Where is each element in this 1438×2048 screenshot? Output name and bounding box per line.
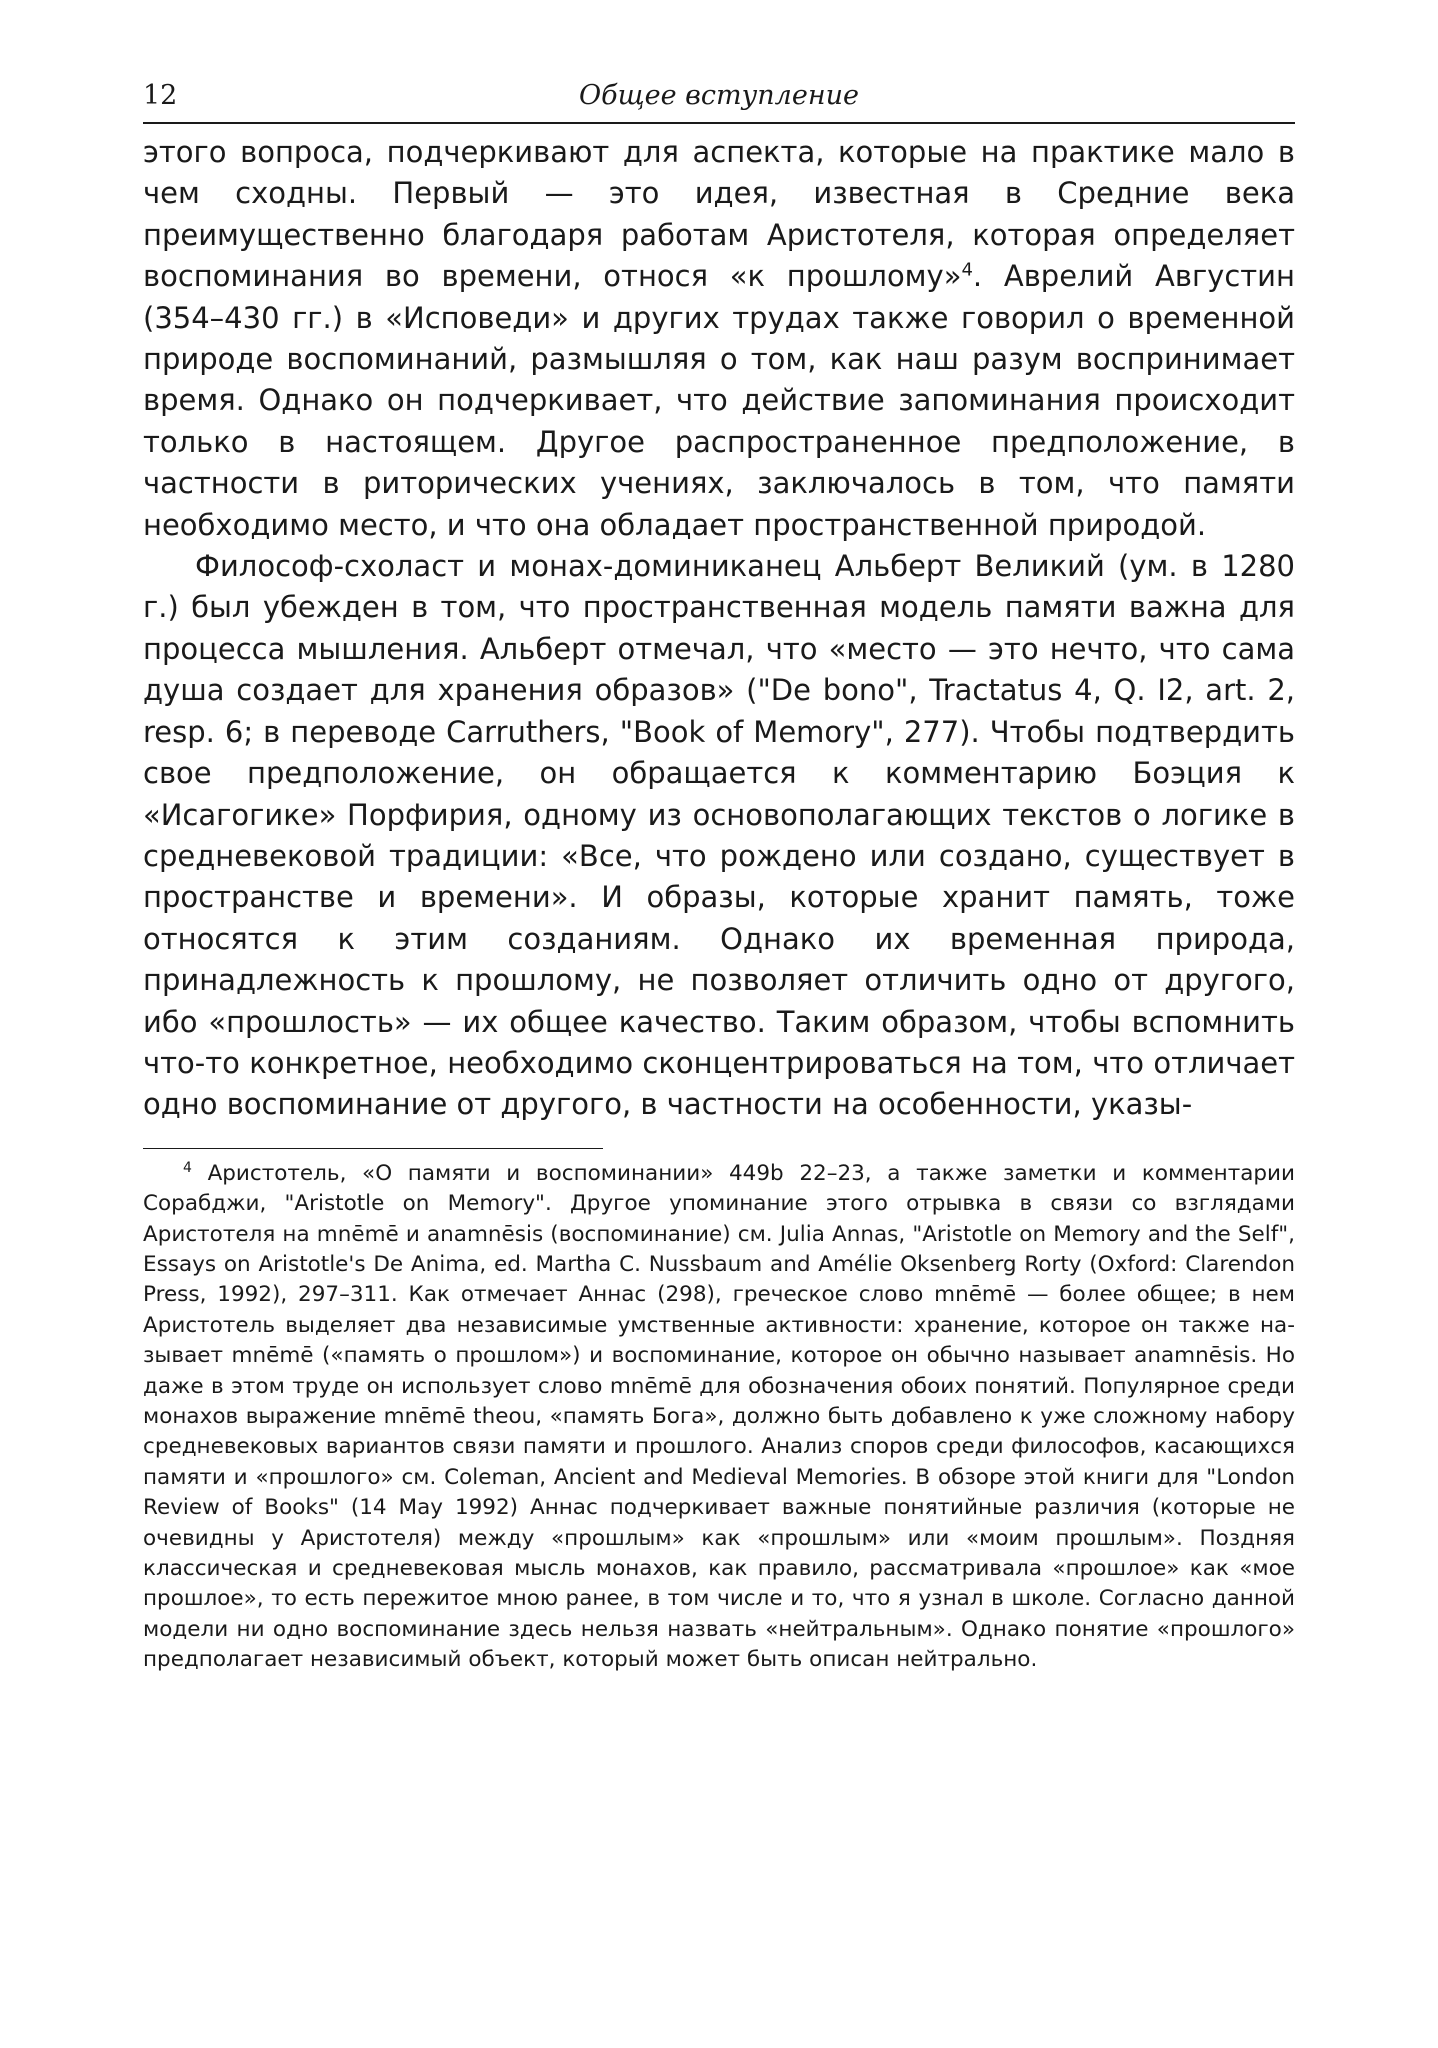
paragraph-1-part-b: . Аврелий Августин (354–430 гг.) в «Исповеди» и других трудах также говорил о временной природе воспоминаний, размышляя о том, как наш разум воспринимает время. Однако он подчеркивает, что действие запоминания происходит только в настоящем. Другое распространенное предположение, в частности в риторических учениях, заключалось в том, что памяти необходимо место, и что она обладает пространственной природой. <box>143 259 1295 542</box>
footnote-text: Аристотель, «О памяти и воспоминании» 449b 22–23, а также заметки и комментарии Сорабджи, "Aristotle on Memory". Другое упоминание этого отрывка в связи со взглядами Аристотеля на mnēmē и anamnēsis (воспоминание) см. Julia Annas, "Aristotle on Memory and the Self", Essays on Aristotle's De Anima, ed. Martha C. Nussbaum and Amélie Oksenberg Rorty (Oxford: Clarendon Press, 1992), 297–311. Как отмечает Аннас (298), греческое слово mnēmē — более общее; в нем Аристотель выделяет два независимые умственные активности: хранение, которое он также называет mnēmē («память о прошлом») и воспоминание, которое он обычно называет anamnēsis. Но даже в этом труде он использует слово mnēmē для обозначения обоих понятий. Популярное среди монахов выражение mnēmē theou, «память Бога», должно быть добавлено к уже сложному набору средневековых вариантов связи памяти и прошлого. Анализ споров среди философов, касающихся памяти и «прошлого» см. Coleman, Ancient and Medieval Memories. В обзоре этой книги для "London Review of Books" (14 May 1992) Аннас подчеркивает важные понятийные различия (которые не очевидны у Аристотеля) между «прошлым» как «прошлым» или «моим прошлым». Поздняя классическая и средневековая мысль монахов, как правило, рассматривала «прошлое» как «мое прошлое», то есть пережитое мною ранее, в том числе и то, что я узнал в школе. Согласно данной модели ни одно воспоминание здесь нельзя назвать «нейтральным». Однако понятие «прошлого» предполагает независимый объект, который может быть описан нейтрально. <box>143 1160 1295 1673</box>
book-page <box>143 78 1295 1676</box>
running-title: Общее вступление <box>579 80 859 111</box>
paragraph-2: Философ-схоласт и монах-доминиканец Альберт Великий (ум. в 1280 г.) был убежден в том, что пространственная модель памяти важна для процесса мышления. Альберт отмечал, что «место — это нечто, что сама душа создает для хранения образов» ("De bono", Tractatus 4, Q. I2, art. 2, resp. 6; в переводе Carruthers, "Book of Memory", 277). Чтобы подтвердить свое предположение, он обращается к комментарию Боэция к «Исагогике» Порфирия, одному из основополагающих текстов о логике в средневековой традиции: «Все, что рождено или создано, существует в пространстве и времени». И образы, которые хранит память, тоже относятся к этим созданиям. Однако их временная природа, принадлежность к прошлому, не позволяет отличить одно от другого, ибо «прошлость» — их общее качество. Таким образом, чтобы вспомнить что-то конкретное, необходимо сконцентрироваться на том, что отличает одно воспоминание от другого, в частности на особенности, указы- <box>143 549 1295 1122</box>
main-text <box>143 132 1295 1126</box>
footnote-reference[interactable]: 4 <box>961 259 973 281</box>
running-header <box>143 78 1295 124</box>
paragraph-1 <box>143 132 1295 546</box>
paragraph-1-part-a: этого вопроса, подчеркивают для аспекта, которые на практике мало в чем сходны. Первый — это идея, известная в Средние века преимущественно благодаря работам Аристотеля, которая определяет воспоминания во времени, относя «к прошлому» <box>143 135 1295 294</box>
footnote-4 <box>143 1159 1295 1676</box>
footnote-marker: 4 <box>183 1159 192 1176</box>
page-number: 12 <box>143 80 178 111</box>
footnote-separator <box>143 1148 603 1149</box>
